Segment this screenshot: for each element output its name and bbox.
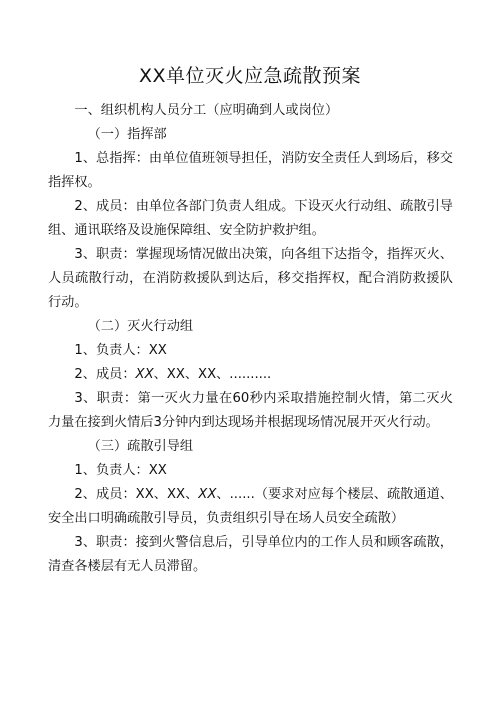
evacuation-members-italic-name: XX xyxy=(198,487,217,502)
firefighting-duties-paragraph: 3、职责：第一灭火力量在60秒内采取措施控制火情，第二灭火力量在接到火情后3分钟内到达现场并根据现场情况展开灭火行动。 xyxy=(48,391,453,430)
evacuation-members-rest: 、......（要求对应每个楼层、疏散通道、安全出口明确疏散引导员，负责组织引导在场人员安全疏散） xyxy=(48,487,453,526)
firefighting-members-paragraph xyxy=(48,363,453,387)
evacuation-members-paragraph xyxy=(48,483,453,531)
firefighting-members-rest: 、XX、XX、.......... xyxy=(153,367,272,382)
subsection-heading-firefighting: （二）灭火行动组 xyxy=(87,319,194,334)
evacuation-leader-paragraph: 1、负责人：XX xyxy=(74,463,167,478)
evacuation-members-label: 2、成员：XX、XX、 xyxy=(74,487,199,502)
firefighting-members-label: 2、成员： xyxy=(74,367,136,382)
firefighting-members-italic-name: XX xyxy=(135,367,154,382)
command-members-paragraph: 2、成员：由单位各部门负责人组成。下设灭火行动组、疏散引导组、通讯联络及设施保障组、安全防护救护组。 xyxy=(48,199,453,238)
firefighting-leader-paragraph: 1、负责人：XX xyxy=(74,343,167,358)
evacuation-duties-paragraph: 3、职责：接到火警信息后，引导单位内的工作人员和顾客疏散，清查各楼层有无人员滞留。 xyxy=(48,535,453,574)
section-heading-organization: 一、组织机构人员分工（应明确到人或岗位） xyxy=(74,103,339,118)
document-body xyxy=(48,99,453,579)
subsection-heading-command: （一）指挥部 xyxy=(87,127,167,142)
document-title: XX单位灭火应急疏散预案 xyxy=(138,65,362,87)
command-duties-paragraph: 3、职责：掌握现场情况做出决策，向各组下达指令，指挥灭火、人员疏散行动，在消防救援队到达后，移交指挥权，配合消防救援队行动。 xyxy=(48,247,453,310)
command-commander-paragraph: 1、总指挥：由单位值班领导担任，消防安全责任人到场后，移交指挥权。 xyxy=(48,151,453,190)
subsection-heading-evacuation: （三）疏散引导组 xyxy=(87,439,194,454)
